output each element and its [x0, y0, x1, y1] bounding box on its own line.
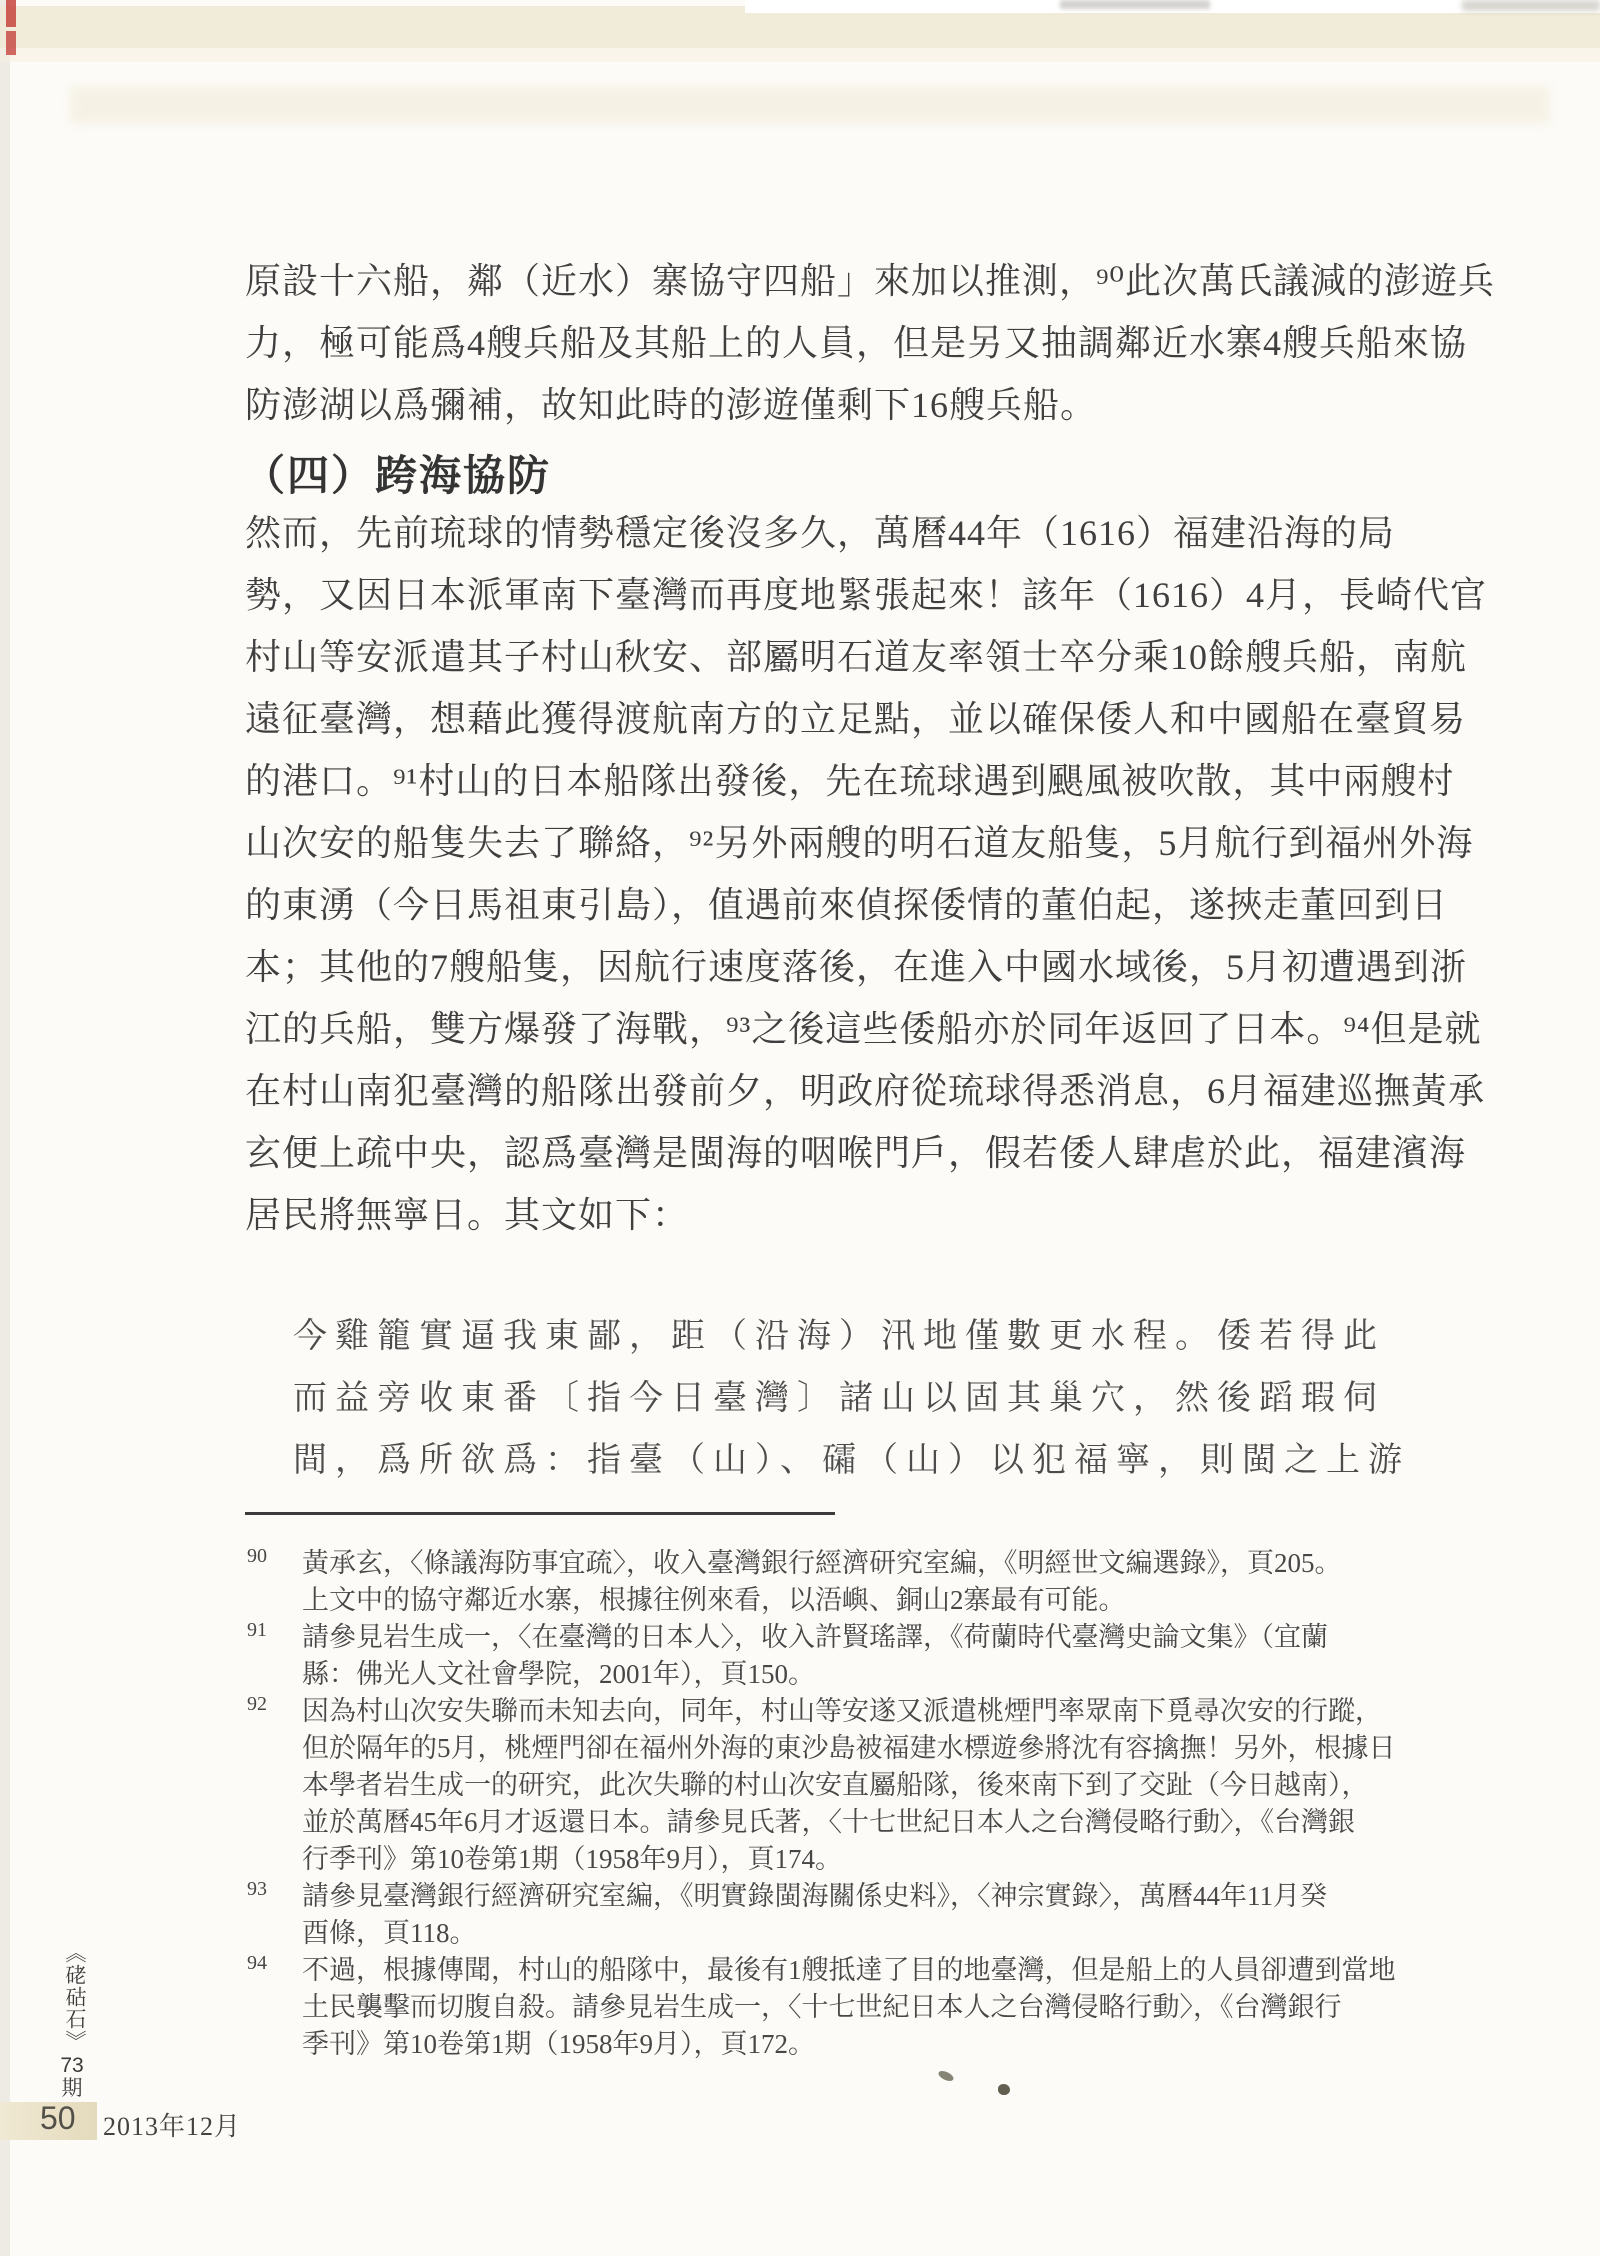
page-number: 50	[40, 2100, 76, 2136]
footnote-line: 請參見岩生成一，〈在臺灣的日本人〉，收入許賢瑤譯，《荷蘭時代臺灣史論文集》（宜蘭	[302, 1622, 1328, 1652]
footnote-line: 土民襲擊而切腹自殺。請參見岩生成一，〈十七世紀日本人之台灣侵略行動〉，《台灣銀行	[302, 1992, 1342, 2022]
footnote-line: 黃承玄，〈條議海防事宜疏〉，收入臺灣銀行經濟研究室編，《明經世文編選錄》，頁205。	[302, 1548, 1342, 1578]
scan-smudge	[1462, 0, 1600, 11]
ink-speck	[998, 2084, 1010, 2095]
text-line: 原設十六船，鄰（近水）寨協守四船」來加以推測，⁹⁰此次萬氏議減的澎遊兵	[245, 261, 1495, 301]
issue-number: 73	[60, 2054, 84, 2077]
footnote-line: 因為村山次安失聯而未知去向，同年，村山等安遂又派遣桃煙門率眾南下覓尋次安的行蹤，	[302, 1696, 1382, 1726]
issue-number-block	[54, 2054, 90, 2100]
footnote-number: 94	[247, 1952, 267, 1974]
footnote-line: 不過，根據傳聞，村山的船隊中，最後有1艘抵達了目的地臺灣，但是船上的人員卻遭到當地	[302, 1955, 1396, 1985]
footnote-line: 並於萬曆45年6月才返還日本。請參見氏著，〈十七世紀日本人之台灣侵略行動〉，《台灣銀	[302, 1807, 1355, 1837]
text-line: 遠征臺灣，想藉此獲得渡航南方的立足點，並以確保倭人和中國船在臺貿易	[245, 699, 1467, 739]
footnote-line: 請參見臺灣銀行經濟研究室編，《明實錄閩海關係史料》，〈神宗實錄〉，萬曆44年11月癸	[302, 1881, 1327, 1911]
text-line: 山次安的船隻失去了聯絡，⁹²另外兩艘的明石道友船隻，5月航行到福州外海	[245, 823, 1474, 863]
footnote-line: 酉條，頁118。	[302, 1918, 477, 1948]
footnote-94	[245, 1952, 1460, 2063]
footnote-line: 季刊》第10卷第1期（1958年9月），頁172。	[302, 2029, 815, 2059]
footnote-number: 90	[247, 1545, 267, 1567]
scan-shadow-band	[70, 86, 1550, 124]
text-line: 的港口。⁹¹村山的日本船隊出發後，先在琉球遇到颶風被吹散，其中兩艘村	[245, 761, 1455, 801]
block-quote	[293, 1306, 1410, 1492]
text-line: 玄便上疏中央，認爲臺灣是閩海的咽喉門戶，假若倭人肆虐於此，福建濱海	[245, 1133, 1467, 1173]
footnote-90	[245, 1545, 1460, 1619]
footnote-91	[245, 1619, 1460, 1693]
red-registration-mark	[6, 0, 16, 27]
paragraph-1	[245, 250, 1495, 436]
footnote-line: 行季刊》第10卷第1期（1958年9月），頁174。	[302, 1844, 842, 1874]
text-line: 江的兵船，雙方爆發了海戰，⁹³之後這些倭船亦於同年返回了日本。⁹⁴但是就	[245, 1009, 1482, 1049]
text-line: 的東湧（今日馬祖東引島），值遇前來偵探倭情的董伯起，遂挾走董回到日	[245, 885, 1449, 925]
text-line: 防澎湖以爲彌補，故知此時的澎遊僅剩下16艘兵船。	[245, 385, 1098, 425]
section-heading: （四）跨海協防	[243, 452, 552, 499]
footnote-number: 92	[247, 1693, 267, 1715]
footnote-number: 91	[247, 1619, 267, 1641]
journal-title-vertical: 《硓𥑮石》	[63, 1942, 87, 2052]
text-line: 力，極可能爲4艘兵船及其船上的人員，但是另又抽調鄰近水寨4艘兵船來協	[245, 323, 1468, 363]
text-line: 本；其他的7艘船隻，因航行速度落後，在進入中國水域後，5月初遭遇到浙	[245, 947, 1468, 987]
footnote-line: 本學者岩生成一的研究，此次失聯的村山次安直屬船隊，後來南下到了交趾（今日越南），	[302, 1770, 1369, 1800]
footnote-separator	[245, 1512, 835, 1515]
text-line: 居民將無寧日。其文如下：	[245, 1195, 690, 1235]
quote-line: 而益旁收東番〔指今日臺灣〕諸山以固其巢穴，然後蹈瑕伺	[293, 1380, 1385, 1417]
footnote-line: 縣：佛光人文社會學院，2001年），頁150。	[302, 1659, 815, 1689]
text-line: 然而，先前琉球的情勢穩定後沒多久，萬曆44年（1616）福建沿海的局	[245, 513, 1396, 553]
footnote-number: 93	[247, 1878, 267, 1900]
footnote-92	[245, 1693, 1460, 1878]
footnote-93	[245, 1878, 1460, 1952]
red-registration-mark	[6, 31, 16, 55]
issue-date: 2013年12月	[103, 2112, 242, 2141]
scan-band-top-fade	[0, 48, 1600, 62]
scan-edge-strip	[0, 0, 10, 2256]
quote-line: 間，爲所欲爲：指臺（山）、礵（山）以犯福寧，則閩之上游	[293, 1442, 1410, 1479]
text-line: 在村山南犯臺灣的船隊出發前夕，明政府從琉球得悉消息，6月福建巡撫黃承	[245, 1071, 1486, 1111]
ink-speck	[937, 2069, 955, 2083]
footnote-line: 上文中的協守鄰近水寨，根據往例來看，以浯嶼、銅山2寨最有可能。	[302, 1585, 1126, 1615]
paragraph-2	[245, 502, 1487, 1246]
scan-smudge	[1060, 0, 1210, 9]
issue-unit: 期	[61, 2077, 83, 2100]
quote-line: 今雞籠實逼我東鄙，距（沿海）汛地僅數更水程。倭若得此	[293, 1318, 1385, 1355]
footnote-line: 但於隔年的5月，桃煙門卻在福州外海的東沙島被福建水標遊參將沈有容擒撫！另外，根據日	[302, 1733, 1396, 1763]
text-line: 勢，又因日本派軍南下臺灣而再度地緊張起來！該年（1616）4月，長崎代官	[245, 575, 1488, 615]
text-line: 村山等安派遣其子村山秋安、部屬明石道友率領士卒分乘10餘艘兵船，南航	[245, 637, 1468, 677]
footnotes	[245, 1545, 1460, 2063]
